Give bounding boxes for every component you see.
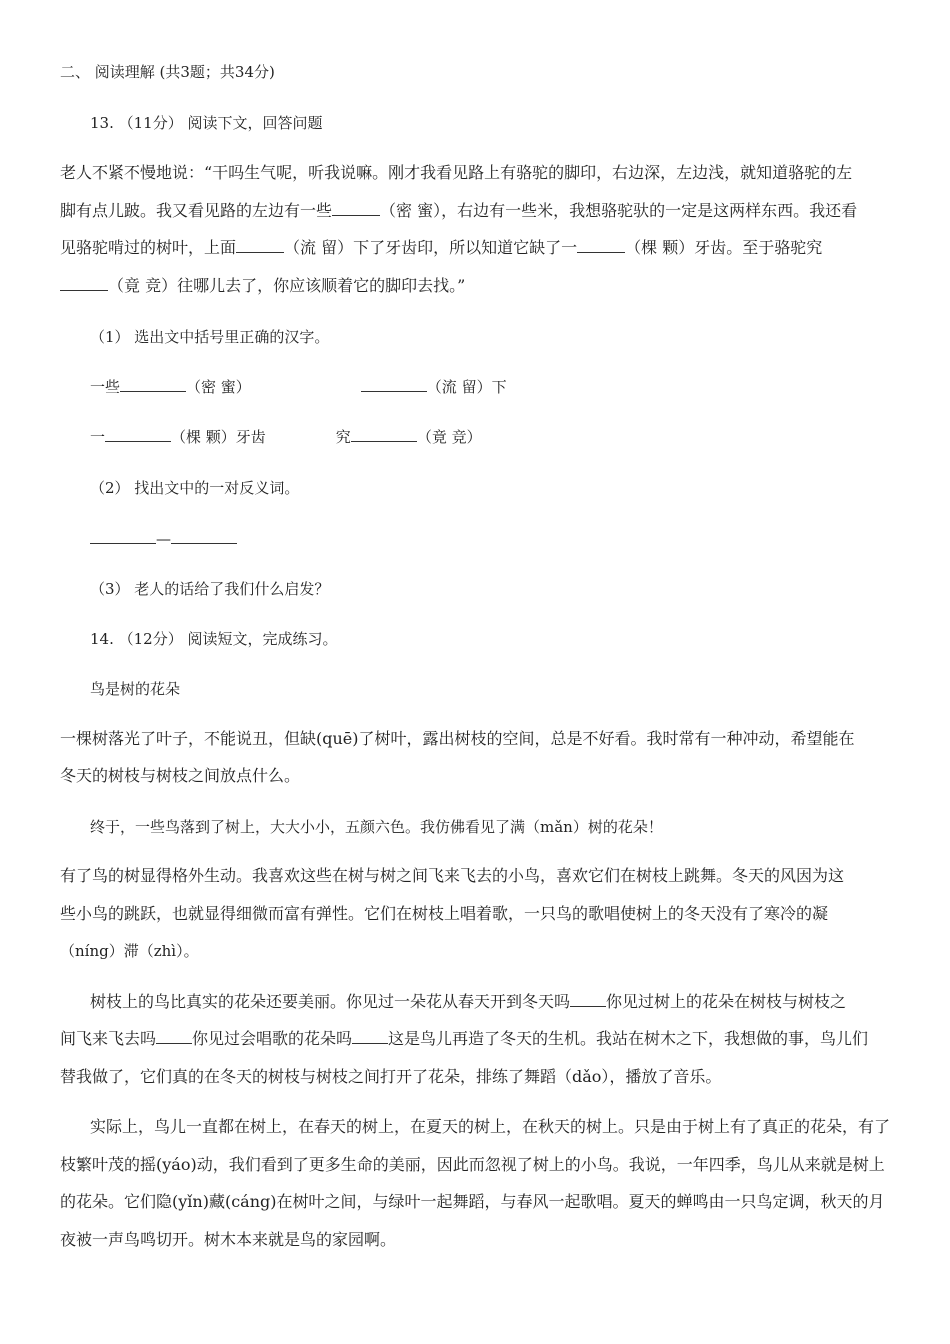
antonym-answer <box>90 529 237 549</box>
article-text: 你见过树上的花朵在树枝与树枝之 <box>606 992 847 1011</box>
sub-question-2: （2） 找出文中的一对反义词。 <box>90 479 300 497</box>
sub-question-1: （1） 选出文中括号里正确的汉字。 <box>90 328 330 346</box>
sub-question-3: （3） 老人的话给了我们什么启发？ <box>90 580 330 598</box>
article-line: 些小鸟的跳跃，也就显得细微而富有弹性。它们在树枝上唱着歌，一只鸟的歌唱使树上的冬天没有了寒冷的凝 <box>60 904 829 923</box>
article-line: 枝繁叶茂的摇(yáo)动，我们看到了更多生命的美丽，因此而忽视了树上的小鸟。我说，一年四季，鸟儿从来就是树上 <box>60 1155 885 1174</box>
article-text: 你见过会唱歌的花朵吗 <box>192 1029 353 1048</box>
answer-blank[interactable] <box>361 377 427 392</box>
passage-text: （密 蜜），右边有一些米，我想骆驼驮的一定是这两样东西。我还看 <box>380 201 858 220</box>
question-14-title: 14. （12分） 阅读短文，完成练习。 <box>90 630 338 648</box>
answer-blank[interactable] <box>570 992 606 1007</box>
passage-text: 脚有点儿跛。我又看见路的左边有一些 <box>60 201 333 220</box>
article-line: 替我做了，它们真的在冬天的树枝与树枝之间打开了花朵，排练了舞蹈（dǎo），播放了音乐。 <box>60 1067 722 1086</box>
article-line <box>60 1117 890 1137</box>
option-label: 一 <box>90 428 106 446</box>
article-text: 实际上，鸟儿一直都在树上，在春天的树上，在夏天的树上，在秋天的树上。只是由于树上有了真正的花朵，有了 <box>90 1117 891 1136</box>
article-line: （níng）滞（zhì）。 <box>60 942 199 960</box>
article-line: 的花朵。它们隐(yǐn)藏(cáng)在树叶之间，与绿叶一起舞蹈，与春风一起歌唱。夏天的蝉鸣由一只鸟定调，秋天的月 <box>60 1192 885 1211</box>
answer-blank[interactable] <box>352 1029 388 1044</box>
passage-line <box>60 238 822 258</box>
answer-blank[interactable] <box>171 529 237 544</box>
passage-text: （流 留）下了牙齿印，所以知道它缺了一 <box>284 238 578 257</box>
option-label: 一些 <box>90 378 121 396</box>
article-line <box>60 1029 868 1049</box>
answer-blank[interactable] <box>351 427 417 442</box>
article-line: 冬天的树枝与树枝之间放点什么。 <box>60 766 301 785</box>
article-text: 树枝上的鸟比真实的花朵还要美丽。你见过一朵花从春天开到冬天吗 <box>90 992 571 1011</box>
article-line: 终于，一些鸟落到了树上，大大小小，五颜六色。我仿佛看见了满（mǎn）树的花朵！ <box>90 818 663 836</box>
passage-line: 老人不紧不慢地说：“干吗生气呢，听我说嘛。刚才我看见路上有骆驼的脚印，右边深，左边浅，就知道骆驼的左 <box>60 163 853 182</box>
answer-blank[interactable] <box>90 529 156 544</box>
passage-line <box>60 276 465 296</box>
passage-text: 见骆驼啃过的树叶，上面 <box>60 238 237 257</box>
option-choice: （密 蜜） <box>186 378 251 396</box>
dash: — <box>156 530 171 548</box>
article-text: 间飞来飞去吗 <box>60 1029 157 1048</box>
options-row-2 <box>90 427 482 447</box>
answer-blank[interactable] <box>60 276 108 291</box>
article-text: 这是鸟儿再造了冬天的生机。我站在树木之下，我想做的事，鸟儿们 <box>388 1029 869 1048</box>
question-13-title: 13. （11分） 阅读下文，回答问题 <box>90 114 323 132</box>
option-choice: （竟 竞） <box>416 428 482 446</box>
article-title: 鸟是树的花朵 <box>90 680 181 698</box>
answer-blank[interactable] <box>156 1029 192 1044</box>
article-line: 夜被一声鸟鸣切开。树木本来就是鸟的家园啊。 <box>60 1230 397 1249</box>
answer-blank[interactable] <box>577 238 625 253</box>
article-line <box>60 992 846 1012</box>
answer-blank[interactable] <box>332 201 380 216</box>
answer-blank[interactable] <box>120 377 186 392</box>
passage-text: （竟 竞）往哪儿去了，你应该顺着它的脚印去找。” <box>108 276 466 295</box>
passage-line <box>60 201 857 221</box>
article-line: 一棵树落光了叶子，不能说丑，但缺(quē)了树叶，露出树枝的空间，总是不好看。我时常有一种冲动，希望能在 <box>60 729 855 748</box>
answer-blank[interactable] <box>105 427 171 442</box>
option-choice: （流 留）下 <box>426 378 507 396</box>
answer-blank[interactable] <box>236 238 284 253</box>
article-line: 有了鸟的树显得格外生动。我喜欢这些在树与树之间飞来飞去的小鸟，喜欢它们在树枝上跳舞。冬天的风因为这 <box>60 866 845 885</box>
options-row-1 <box>90 377 507 397</box>
passage-text: （棵 颗）牙齿。至于骆驼究 <box>625 238 823 257</box>
option-choice: （棵 颗）牙齿 <box>171 428 266 446</box>
option-label: 究 <box>335 428 351 446</box>
section-heading: 二、 阅读理解 (共3题；共34分) <box>60 63 275 81</box>
